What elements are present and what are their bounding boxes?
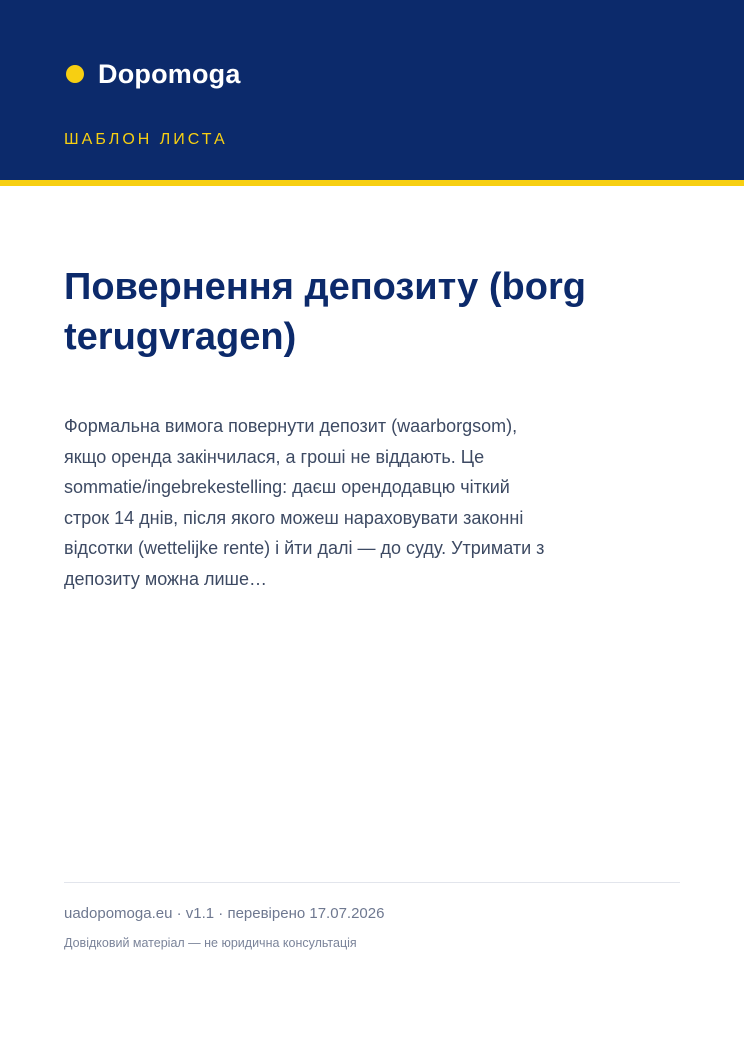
- yellow-dot-icon: [66, 65, 84, 83]
- brand-name: Dopomoga: [98, 58, 241, 89]
- header-accent-stripe: [0, 180, 744, 186]
- footer-disclaimer: Довідковий матеріал — не юридична консультація: [64, 936, 357, 950]
- brand: [66, 56, 241, 92]
- page-title: Повернення депозиту (borg terugvragen): [64, 266, 586, 358]
- header-banner: [0, 0, 744, 180]
- lead-paragraph: Формальна вимога повернути депозит (waarborgsom), якщо оренда закінчилася, а гроші не віддають. Це sommatie/ingebrekestelling: даєш орендодавцю чіткий строк 14 днів, після якого можеш нараховувати законні відсотки (wettelijke rente) і йти далі — до суду. Утримати з депозиту можна лише…: [64, 416, 545, 589]
- footer-meta: uadopomoga.eu · v1.1 · перевірено 17.07.2026: [64, 905, 385, 922]
- footer-divider: [64, 882, 680, 883]
- document-type-label: ШАБЛОН ЛИСТА: [64, 131, 228, 148]
